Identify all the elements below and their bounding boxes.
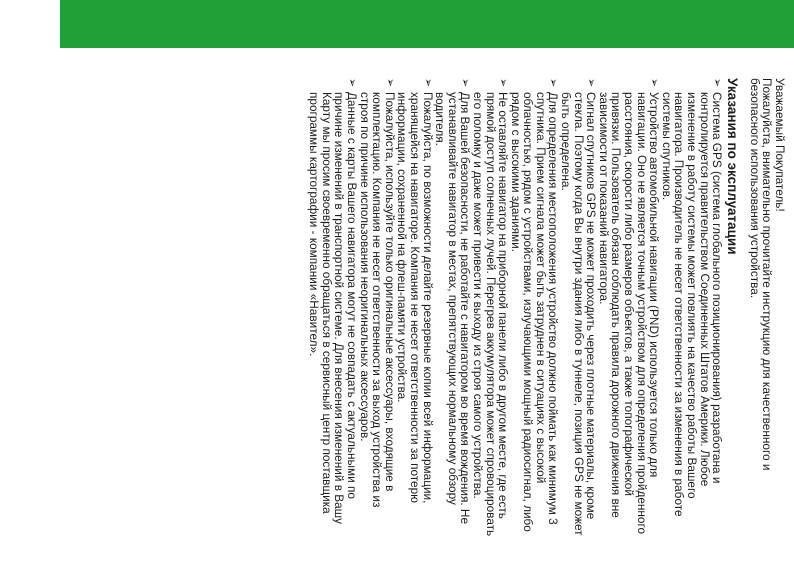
instruction-document xyxy=(24,48,794,553)
greeting: Уважаемый Покупатель! xyxy=(773,78,787,212)
list-item: ➢ Для Вашей безопасности, не работайте с навигатором во время вождения. Не устанавливайте навигатор в местах, препятствующих нормальному обзору водителя. xyxy=(433,78,473,525)
list-item: ➢ Для определения местоположения устройство должно поймать как минимум 3 спутника. Прием сигнала может быть затруднен в ситуациях с высокой облачностью, рядом с устройствами, излучающими мощный радиосигнал, либо рядом с высокими зданиями. xyxy=(508,78,561,532)
list-item: ➢ Пожалуйста, по возможности делайте резервные копии всей информации, хранящейся на навигаторе. Компания не несет ответственности за потерю информации, сохраненной на флеш-памяти устройства. xyxy=(395,78,435,504)
header-bar-right xyxy=(154,0,794,48)
triangle-check-icon: ➢ xyxy=(459,78,472,88)
instruction-list xyxy=(308,78,724,539)
section-title: Указания по эксплуатации xyxy=(725,78,741,255)
list-item: ➢ Устройство автомобильной навигации (PND) используется только для навигации. Оно не является точным устройством для определения пройденного расстояния, скорости либо размеров объектов, а также топографической привязки. Пользователь обязан соблюдать правила дорожного движения вне зависимости от показаний навигатора. xyxy=(596,78,662,535)
header-notch xyxy=(0,0,60,48)
triangle-check-icon: ➢ xyxy=(421,78,434,88)
triangle-check-icon: ➢ xyxy=(711,78,724,88)
triangle-check-icon: ➢ xyxy=(346,78,358,88)
list-item: ➢ Сигнал спутников GPS не может проходить через плотные материалы, кроме стекла. Поэтому когда Вы внутри здания либо в туннеле, позиция GPS не может быть определена. xyxy=(559,78,599,536)
list-item: ➢ Не оставляйте навигатор на приборной панели либо в другом месте, где есть прямой доступ солнечных лучей. Перегрев аккумулятора может спровоцировать его поломку и даже может привести к выходу из строя самого устройства. xyxy=(470,78,511,537)
triangle-check-icon: ➢ xyxy=(383,78,396,88)
intro-paragraph: Пожалуйста, внимательно прочитайте инструкцию для качественного и безопасного использования устройства. xyxy=(747,78,775,471)
header-bar-left xyxy=(60,0,154,48)
list-item: ➢ Пожалуйста, используйте только оригинальные аксессуары, входящие в комплектацию. Компания не несет ответственности за выход устройства из строя по причине использования неоригинальных аксессуаров. xyxy=(357,78,397,508)
triangle-check-icon: ➢ xyxy=(497,78,510,88)
triangle-check-icon: ➢ xyxy=(585,78,598,88)
list-item: ➢ Данные с карты Вашего навигатора могут не совпадать с актуальными по причине изменений в транспортной системе. Для внесения изменений в Вашу Карту мы просим своевременно обращаться в сервисный центр поставщика программы картографии - компании «Навител». xyxy=(307,78,359,525)
triangle-check-icon: ➢ xyxy=(547,78,560,88)
list-item: ➢ Система GPS (система глобального позиционирования) разработана и контролируется правительством Соединенных Штатов Америки. Любое изменение в работу системы может повлиять на качество работы Вашего навигатора. Производитель не несет ответственности за изменения в работе системы спутников. xyxy=(659,78,725,517)
triangle-check-icon: ➢ xyxy=(648,78,661,88)
